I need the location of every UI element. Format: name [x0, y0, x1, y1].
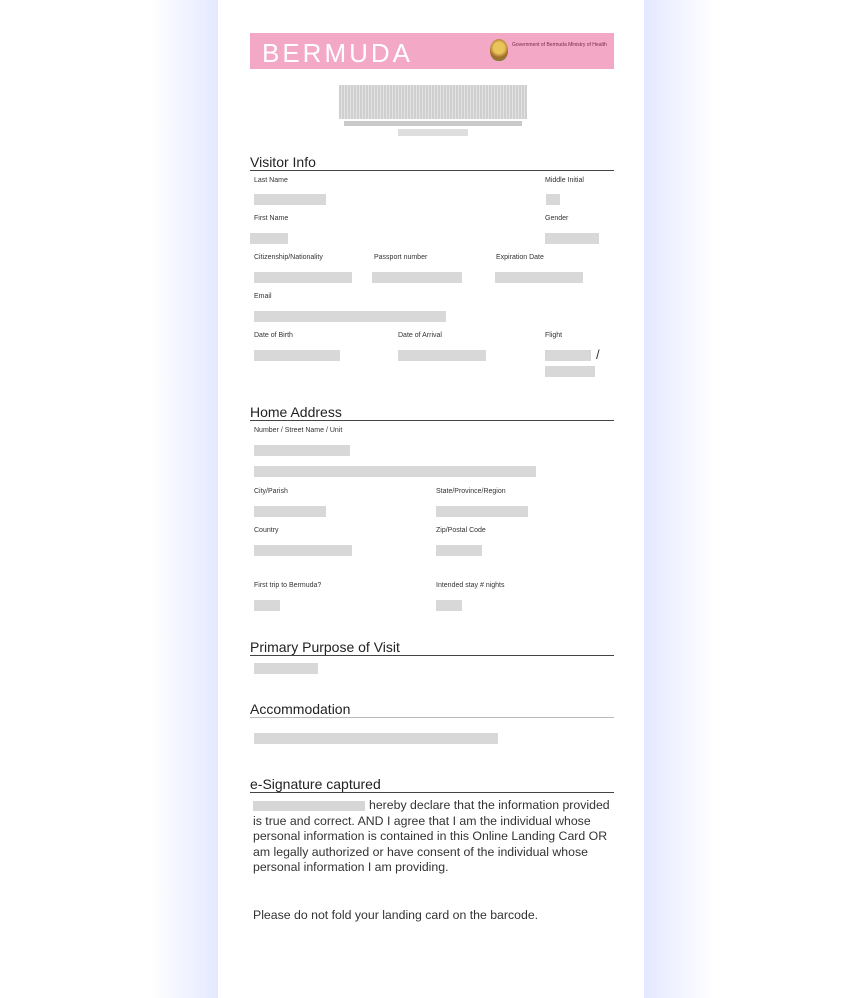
label-dob: Date of Birth	[254, 332, 293, 339]
value-gender-redacted	[545, 233, 599, 244]
label-first-trip: First trip to Bermuda?	[254, 582, 322, 589]
label-email: Email	[254, 293, 272, 300]
value-email-redacted	[254, 311, 446, 322]
government-seal-icon	[490, 39, 508, 61]
barcode-caption-redacted	[344, 121, 522, 126]
label-state: State/Province/Region	[436, 488, 506, 495]
label-gender: Gender	[545, 215, 569, 222]
label-passport: Passport number	[374, 254, 428, 261]
section-home-address: Home Address	[250, 404, 614, 421]
page-shadow-right	[644, 0, 714, 998]
value-flight-number-redacted	[545, 366, 595, 377]
label-citizenship: Citizenship/Nationality	[254, 254, 323, 261]
value-dob-redacted	[254, 350, 340, 361]
label-first-name: First Name	[254, 215, 289, 222]
section-accommodation: Accommodation	[250, 701, 614, 718]
value-city-redacted	[254, 506, 326, 517]
value-passport-redacted	[372, 272, 462, 283]
brand-logo: BERMUDA	[262, 38, 414, 68]
section-signature: e-Signature captured	[250, 776, 614, 793]
value-street-line1-redacted	[254, 445, 350, 456]
section-purpose: Primary Purpose of Visit	[250, 639, 614, 656]
label-expiration: Expiration Date	[496, 254, 544, 261]
footer-note: Please do not fold your landing card on the barcode.	[253, 908, 539, 922]
label-zip: Zip/Postal Code	[436, 527, 486, 534]
value-purpose-redacted	[254, 663, 318, 674]
label-middle-initial: Middle Initial	[545, 177, 584, 184]
label-last-name: Last Name	[254, 177, 288, 184]
value-middle-initial-redacted	[546, 194, 560, 205]
label-flight: Flight	[545, 332, 563, 339]
value-zip-redacted	[436, 545, 482, 556]
value-citizenship-redacted	[254, 272, 352, 283]
page-shadow-left	[150, 0, 220, 998]
declaration-text: hereby declare that the information provided is true and correct. AND I agree that I am the individual whose personal information is contained in this Online Landing Card OR am legally authorized or have consent of the individual whose personal information I am providing.	[253, 798, 610, 874]
label-country: Country	[254, 527, 279, 534]
value-arrival-redacted	[398, 350, 486, 361]
value-flight-airline-redacted	[545, 350, 591, 361]
signer-name-redacted	[253, 801, 365, 811]
value-nights-redacted	[436, 600, 462, 611]
barcode	[339, 85, 527, 119]
value-street-line2-redacted	[254, 466, 536, 477]
label-city: City/Parish	[254, 488, 288, 495]
section-visitor-info: Visitor Info	[250, 154, 614, 171]
barcode-number-redacted	[398, 129, 468, 136]
label-street: Number / Street Name / Unit	[254, 427, 343, 434]
value-country-redacted	[254, 545, 352, 556]
value-last-name-redacted	[254, 194, 326, 205]
value-first-trip-redacted	[254, 600, 280, 611]
value-state-redacted	[436, 506, 528, 517]
header-banner	[250, 33, 614, 69]
value-expiration-redacted	[495, 272, 583, 283]
department-name: Government of Bermuda Ministry of Health	[512, 42, 607, 48]
declaration-paragraph	[253, 798, 613, 876]
value-accommodation-redacted	[254, 733, 498, 744]
value-first-name-redacted	[250, 233, 288, 244]
flight-separator: /	[596, 347, 600, 362]
label-arrival: Date of Arrival	[398, 332, 442, 339]
label-nights: Intended stay # nights	[436, 582, 505, 589]
